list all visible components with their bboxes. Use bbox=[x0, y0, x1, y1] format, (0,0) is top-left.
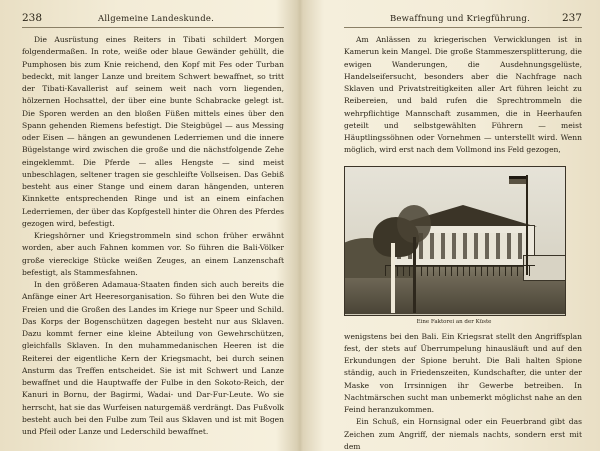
photo-factory-coast-icon bbox=[344, 166, 566, 316]
figure-caption: Eine Faktorei an der Küste bbox=[416, 318, 492, 325]
paragraph: In den größeren Adamaua-Staaten finden sich auch bereits die Anfänge einer Art Heeresorganisation. So führen bei den Wute die Freien und die Großen des Landes im Kriege nur Speer und Schild. Das Korps der Bogenschützen dagegen besteht nur aus Sklaven. Dazu kommt ferner eine kleine Abteilung von Gewehrschützen, gleichfalls Sklaven. In den muhammedanischen Heeren ist die Reiterei der eigentliche Kern der Kriegsmacht, bei durch seinen Ansturm das Treffen entscheidet. Sie ist mit Schwert und Lanze bewaffnet und die Hauptwaffe der Fulbe in den Sokoto-Reich, der Kanuri in Bornu, der Bagirmi, Wadai- und Dar-Fur-Leute. Wo sie herrscht, hat sie das Wurfeisen naturgemäß verdrängt. Das Fußvolk besteht auch bei den Fulbe zum Teil aus Sklaven und ist mit Bogen und Pfeil oder Lanze und Lederschild bewaffnet. bbox=[22, 280, 284, 436]
page-number: 238 bbox=[22, 12, 43, 24]
tree-trunk bbox=[413, 237, 416, 313]
paragraph: Am Anlässen zu kriegerischen Verwicklungen ist in Kamerun kein Mangel. Die große Stammeszersplitterung, die ewigen Wanderungen, die Ausdehnungsgelüste, Handelseifersucht, besonders aber die Nachfrage nach Sklaven und Privatstreitigkeiten aller Art führen leicht zu Reibereien, und bald rufen die Sprechtrommeln die wehrpflichtige Mannschaft zusammen, die in Heerhaufen geteilt und selbstgewählten Führern — meist Häuptlingssöhnen oder Vornehmen — unterstellt wird. Wenn möglich, wird erst nach dem Vollmond ins Feld gezogen, bbox=[344, 35, 582, 155]
running-title: Bewaffnung und Kriegführung. bbox=[389, 14, 530, 24]
paragraph: Kriegshörner und Kriegstrommeln sind schon früher erwähnt worden, aber auch Fahnen kommen vor. So führen die Bali-Völker große viereckige Stücke weißen Zeuges, an einem Lanzenschaft befestigt, als Stammesfahnen. bbox=[22, 231, 284, 277]
running-head bbox=[344, 12, 582, 28]
page-number: 237 bbox=[561, 12, 582, 24]
running-head bbox=[22, 12, 284, 28]
tree-trunk bbox=[391, 243, 395, 313]
paragraph: Die Ausrüstung eines Reiters in Tibati schildert Morgen folgendermaßen. In rote, weiße oder blaue Gewänder gehüllt, die Pumphosen bis zum Knie reichend, den Kopf mit Fes oder Turban bedeckt, mit langer Lanze und breitem Schwert bewaffnet, so tritt der Tibati-Kavallerist auf seinem weit nach vorn liegenden, hölzernen Hochsattel, der über eine bunte Schabracke gelegt ist. Die Sporen werden an den bloßen Füßen mittels eines über den Spann gehenden Riemens befestigt. Die Steigbügel — aus Messing oder Eisen — hängen an gewundenen Lederriemen und die innere Bügelstange wird zwischen die große und die nächstfolgende Zehe eingeklemmt. Die Pferde — alles Hengste — sind meist unbeschlagen, seltener tragen sie geschleifte Vollseisen. Das Gebiß besteht aus einer Stange und einem daran hängenden, unteren Kinnkette entsprechenden Ringe und ist an einem einfachen Lederriemen, der über das Kopfgestell hinter die Ohren des Pferdes gezogen wird, befestigt. bbox=[22, 35, 284, 228]
figure-fence bbox=[385, 265, 535, 276]
running-title: Allgemeine Landeskunde. bbox=[98, 14, 214, 24]
page-body bbox=[344, 331, 582, 451]
right-page bbox=[300, 0, 600, 451]
paragraph: Ein Schuß, ein Hornsignal oder ein Feuerbrand gibt das Zeichen zum Angriff, der niemals nachts, sondern erst mit dem bbox=[344, 417, 582, 451]
page-body bbox=[22, 34, 284, 438]
flag-icon bbox=[509, 176, 526, 187]
flagpole bbox=[526, 175, 528, 275]
paragraph: wenigstens bei den Bali. Ein Kriegsrat stellt den Angriffsplan fest, der stets auf Überrumpelung hinausläuft und auf den Erkundungen der Spione beruht. Die Bali halten Spione ständig, auch in Friedenszeiten, Kundschafter, die unter der Maske von Irrsinnigen ihr Gewerbe betreiben. In Nachtmärschen sucht man unbemerkt möglichst nahe an den Feind heranzukommen. bbox=[344, 331, 582, 414]
page-body bbox=[344, 34, 582, 157]
